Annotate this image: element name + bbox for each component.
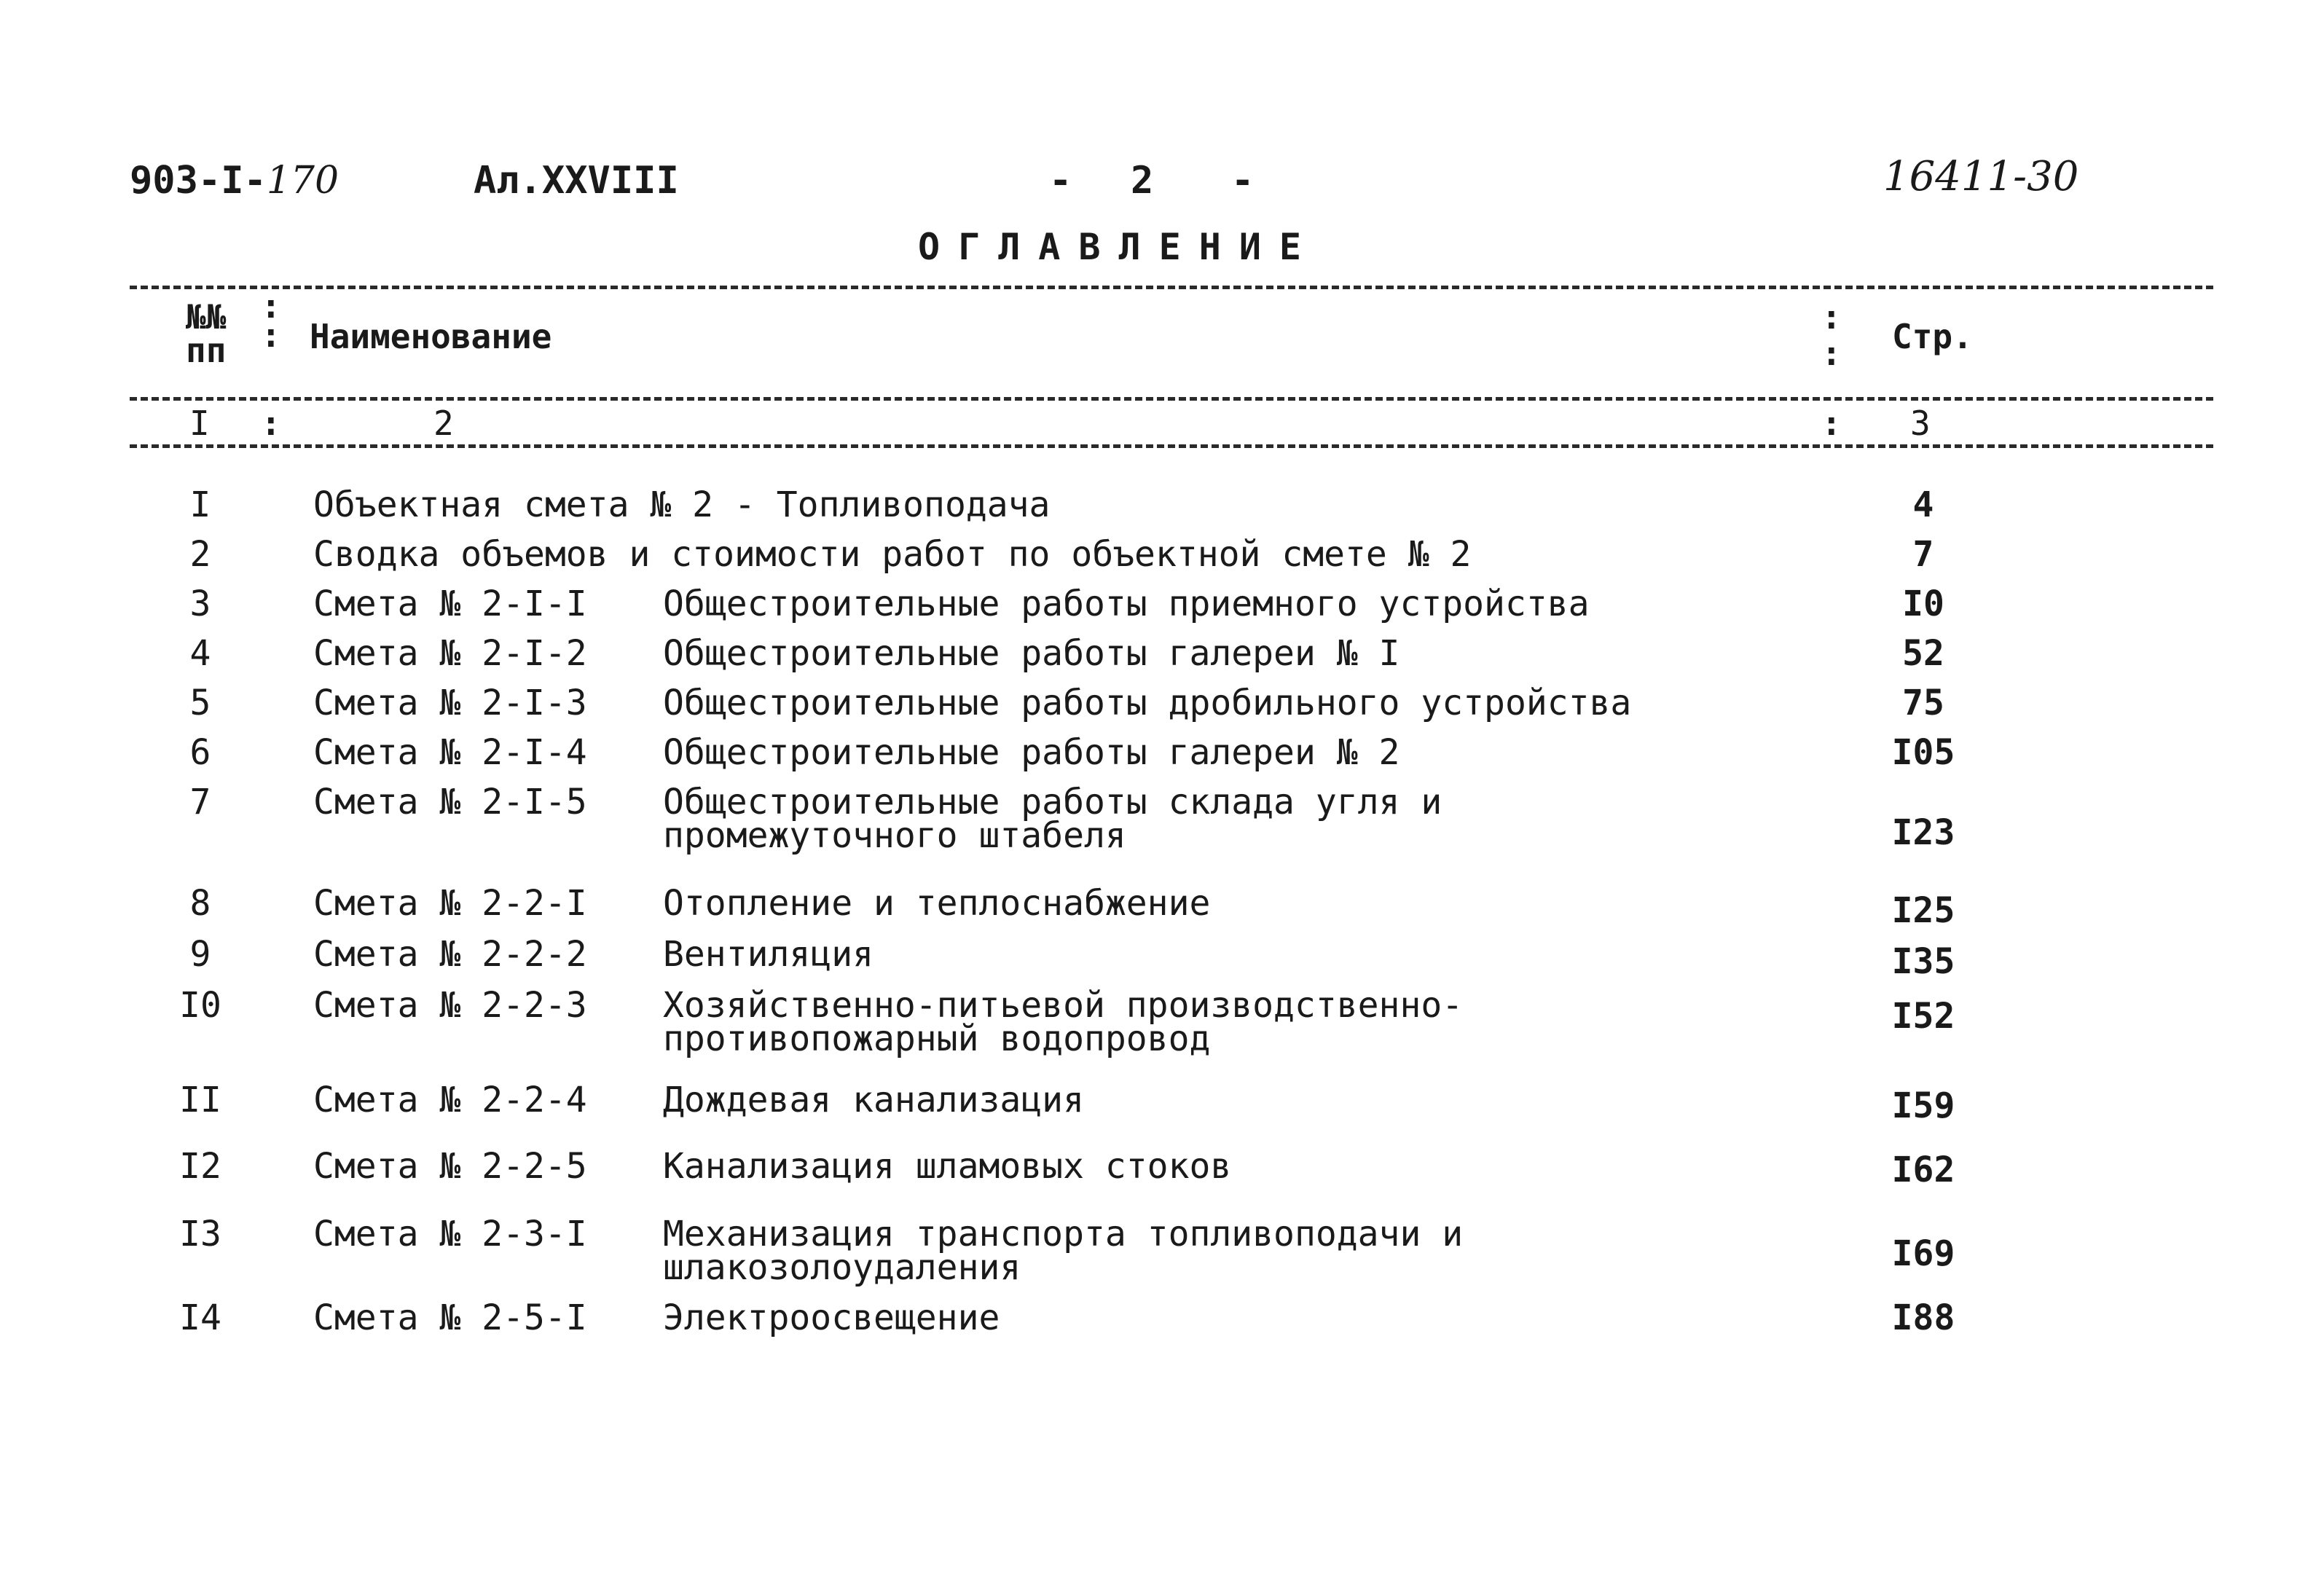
row-page: I62 (1891, 1150, 1955, 1190)
page-number: 2 (1131, 159, 1154, 203)
page-dash-right: - (1231, 159, 1255, 203)
row-smeta: Смета № 2-2-2 (313, 934, 587, 975)
row-page: I25 (1891, 890, 1955, 931)
row-page: I0 (1902, 584, 1944, 624)
row-number: 5 (189, 683, 211, 723)
row-page: 7 (1912, 534, 1934, 575)
table-colnum-rule (130, 444, 2213, 448)
row-description-line: промежуточного штабеля (663, 815, 1126, 856)
row-title: Сводка объемов и стоимости работ по объектной смете № 2 (313, 534, 1472, 575)
document-code-handwritten: 170 (266, 159, 339, 203)
row-number: I0 (179, 985, 221, 1026)
column-index-3: 3 (1910, 404, 1931, 443)
row-description (663, 782, 1442, 856)
row-description-line: Общестроительные работы приемного устройства (663, 584, 1590, 624)
column-separator: : : (1821, 297, 1842, 373)
column-number-header-line2: пп (186, 331, 227, 370)
document-code (130, 159, 339, 203)
row-number: 9 (189, 934, 211, 975)
row-description-line: Электроосвещение (663, 1297, 1000, 1338)
row-description-line: Общестроительные работы склада угля и (663, 782, 1442, 822)
row-page: I59 (1891, 1085, 1955, 1126)
row-description (663, 1146, 1232, 1187)
column-name-header: Наименование (310, 317, 552, 356)
row-number: 6 (189, 732, 211, 773)
row-number: I2 (179, 1146, 221, 1187)
column-index-1: I (189, 404, 210, 443)
row-description-line: Отопление и теплоснабжение (663, 883, 1211, 924)
row-description-line: Общестроительные работы дробильного устройства (663, 683, 1632, 723)
row-description-line: Общестроительные работы галереи № 2 (663, 732, 1400, 773)
row-number: 8 (189, 883, 211, 924)
column-index-2: 2 (433, 404, 454, 443)
row-smeta: Смета № 2-2-5 (313, 1146, 587, 1187)
page-dash-left: - (1049, 159, 1072, 203)
table-top-rule (130, 286, 2213, 289)
row-description (663, 633, 1400, 674)
row-description-line: Дождевая канализация (663, 1080, 1084, 1120)
row-description (663, 934, 874, 975)
row-number: I (189, 484, 211, 525)
row-description (663, 732, 1400, 773)
row-description (663, 584, 1590, 624)
row-description (663, 1214, 1464, 1288)
row-description-line: Вентиляция (663, 934, 874, 975)
column-separator: : (1821, 404, 1842, 443)
row-page: I88 (1891, 1297, 1955, 1338)
row-description-line: Общестроительные работы галереи № I (663, 633, 1400, 674)
row-page: 75 (1902, 683, 1944, 723)
row-number: 4 (189, 633, 211, 674)
row-title: Объектная смета № 2 - Топливоподача (313, 484, 1051, 525)
row-number: I3 (179, 1214, 221, 1254)
row-number: 7 (189, 782, 211, 822)
row-page: 52 (1902, 633, 1944, 674)
inventory-number: 16411-30 (1883, 153, 2079, 200)
row-number: 2 (189, 534, 211, 575)
row-description (663, 883, 1211, 924)
column-separator: : : (261, 286, 281, 355)
row-description-line: Механизация транспорта топливоподачи и (663, 1214, 1464, 1254)
row-smeta: Смета № 2-I-3 (313, 683, 587, 723)
row-description (663, 1297, 1000, 1338)
row-description (663, 985, 1464, 1059)
column-page-header: Стр. (1892, 317, 1973, 356)
row-smeta: Смета № 2-2-I (313, 883, 587, 924)
row-page: I69 (1891, 1233, 1955, 1274)
row-smeta: Смета № 2-5-I (313, 1297, 587, 1338)
column-number-header (186, 297, 227, 370)
album-number: Ал.XXVIII (474, 159, 679, 203)
row-description-line: Канализация шламовых стоков (663, 1146, 1232, 1187)
table-header-rule (130, 397, 2213, 401)
row-description (663, 683, 1632, 723)
row-description-line: противопожарный водопровод (663, 1018, 1211, 1059)
row-page: I52 (1891, 996, 1955, 1037)
row-smeta: Смета № 2-I-2 (313, 633, 587, 674)
row-description-line: Хозяйственно-питьевой производственно- (663, 985, 1464, 1026)
row-smeta: Смета № 2-I-I (313, 584, 587, 624)
column-separator: : (261, 404, 281, 443)
row-number: 3 (189, 584, 211, 624)
row-smeta: Смета № 2-2-4 (313, 1080, 587, 1120)
row-smeta: Смета № 2-I-5 (313, 782, 587, 822)
row-page: I05 (1891, 732, 1955, 773)
row-smeta: Смета № 2-I-4 (313, 732, 587, 773)
row-page: 4 (1912, 484, 1934, 525)
row-number: II (179, 1080, 221, 1120)
row-page: I23 (1891, 812, 1955, 853)
row-number: I4 (179, 1297, 221, 1338)
row-page: I35 (1891, 941, 1955, 982)
document-title: ОГЛАВЛЕНИЕ (918, 226, 1320, 268)
row-smeta: Смета № 2-2-3 (313, 985, 587, 1026)
document-code-print: 903-I- (130, 159, 267, 203)
row-description (663, 1080, 1084, 1120)
row-smeta: Смета № 2-3-I (313, 1214, 587, 1254)
column-number-header-line1: №№ (186, 297, 227, 337)
row-description-line: шлакозолоудаления (663, 1247, 1021, 1288)
